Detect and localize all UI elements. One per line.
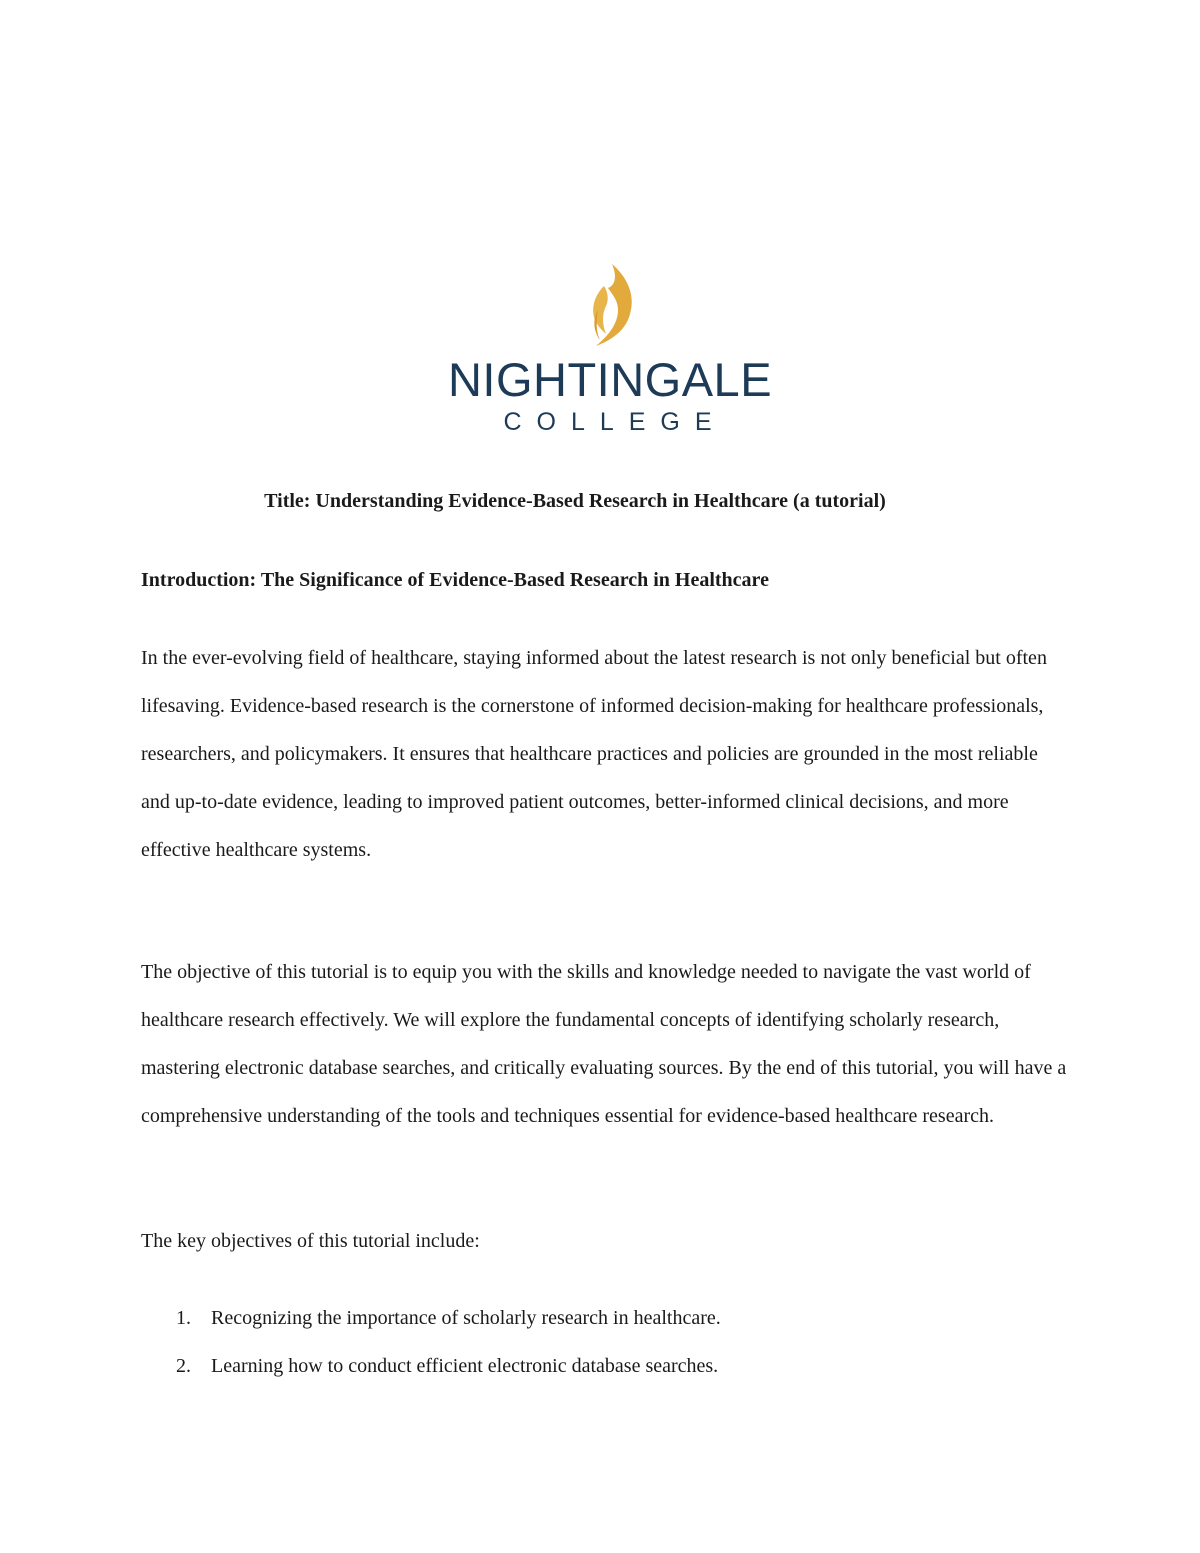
list-item-text: Recognizing the importance of scholarly research in healthcare. xyxy=(211,1307,721,1329)
list-item-number: 2. xyxy=(176,1355,191,1377)
objective-paragraph: The objective of this tutorial is to equip you with the skills and knowledge needed to navigate the vast world of healthcare research effectively. We will explore the fundamental concepts of identifying scholarly research, mastering electronic database searches, and critically evaluating sources. By the end of this tutorial, you will have a comprehensive understanding of the tools and techniques essential for evidence-based healthcare research. xyxy=(141,961,1067,1127)
college-logo xyxy=(440,262,780,442)
document-title: Title: Understanding Evidence-Based Research in Healthcare (a tutorial) xyxy=(264,490,886,512)
intro-paragraph: In the ever-evolving field of healthcare, staying informed about the latest research is not only beneficial but often lifesaving. Evidence-based research is the cornerstone of informed decision-making for healthcare professionals, researchers, and policymakers. It ensures that healthcare practices and policies are grounded in the most reliable and up-to-date evidence, leading to improved patient outcomes, better-informed clinical decisions, and more effective healthcare systems. xyxy=(141,647,1047,861)
list-item xyxy=(141,1342,1071,1390)
list-item-number: 1. xyxy=(176,1307,191,1329)
logo-wordmark: NIGHTINGALE xyxy=(447,353,773,406)
key-objectives-lead: The key objectives of this tutorial include: xyxy=(141,1230,480,1252)
objectives-list xyxy=(141,1294,1071,1390)
intro-heading: Introduction: The Significance of Evidence-Based Research in Healthcare xyxy=(141,569,769,591)
logo-subtitle: COLLEGE xyxy=(503,408,727,436)
list-item xyxy=(141,1294,1071,1342)
flame-icon xyxy=(582,262,642,352)
list-item-text: Learning how to conduct efficient electronic database searches. xyxy=(211,1355,719,1377)
